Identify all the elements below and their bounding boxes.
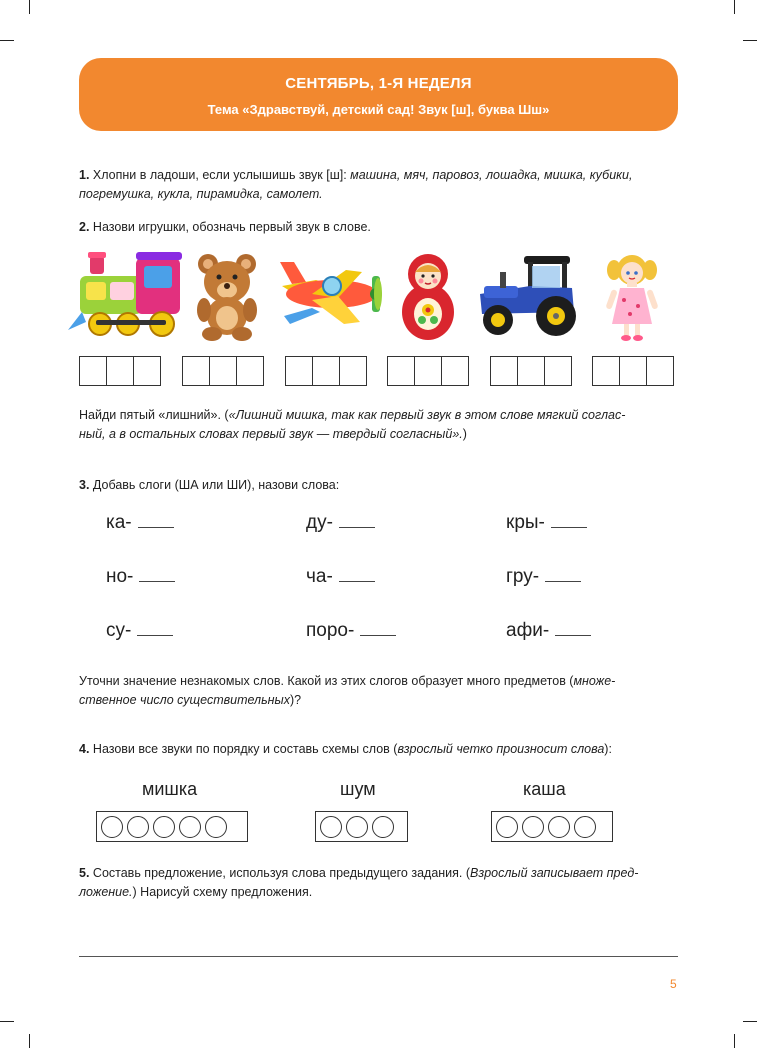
- task-text: Назови игрушки, обозначь первый звук в слове.: [89, 220, 371, 234]
- scheme-word: каша: [523, 779, 566, 799]
- page-header: [79, 58, 678, 131]
- crop-mark: [734, 1034, 735, 1048]
- task-words: погремушка, кукла, пирамидка, самолет.: [79, 187, 323, 201]
- teddy-bear-icon: [192, 250, 262, 342]
- syllable-item[interactable]: су-: [106, 620, 173, 642]
- crop-mark: [29, 1034, 30, 1048]
- syllable-item[interactable]: ка-: [106, 512, 174, 534]
- task-number: 2.: [79, 220, 90, 234]
- word-scheme[interactable]: [315, 811, 408, 842]
- sound-boxes[interactable]: [79, 356, 161, 386]
- matryoshka-icon: [400, 250, 456, 342]
- scheme-word: шум: [340, 779, 376, 799]
- train-icon: [66, 250, 186, 342]
- syllable-item[interactable]: ча-: [306, 566, 375, 588]
- task-number: 4.: [79, 742, 90, 756]
- task-text: Добавь слоги (ША или ШИ), назови слова:: [89, 478, 340, 492]
- syllable-item[interactable]: но-: [106, 566, 175, 588]
- page-number: 5: [670, 977, 677, 991]
- task-text: Составь предложение, используя слова предыдущего задания. (: [89, 866, 471, 880]
- sound-boxes[interactable]: [490, 356, 572, 386]
- task-1: [79, 166, 679, 204]
- sound-boxes[interactable]: [387, 356, 469, 386]
- task-number: 1.: [79, 168, 90, 182]
- doll-icon: [604, 250, 660, 342]
- task-3: [79, 476, 679, 495]
- task-4: 4. Назови все звуки по порядку и составь схемы слов (взрослый четко произносит слова):: [79, 742, 612, 756]
- footer-divider: [79, 956, 678, 957]
- task-2: [79, 218, 679, 237]
- syllable-item[interactable]: ду-: [306, 512, 375, 534]
- syllable-item[interactable]: гру-: [506, 566, 581, 588]
- crop-mark: [29, 0, 30, 14]
- crop-mark: [0, 1021, 14, 1022]
- task-text: Хлопни в ладоши, если услышишь звук [ш]:: [89, 168, 351, 182]
- sound-boxes[interactable]: [592, 356, 674, 386]
- crop-mark: [743, 1021, 757, 1022]
- airplane-icon: [276, 250, 390, 342]
- sound-boxes[interactable]: [182, 356, 264, 386]
- syllable-item[interactable]: кры-: [506, 512, 587, 534]
- tractor-icon: [474, 250, 584, 342]
- crop-mark: [734, 0, 735, 14]
- crop-mark: [743, 40, 757, 41]
- task-words: машина, мяч, паровоз, лошадка, мишка, кубики,: [350, 168, 633, 182]
- task-2-extra: Найди пятый «лишний». («Лишний мишка, так как первый звук в этом слове мягкий соглас- ный, а в остальных словах первый звук — твердый согласный».): [79, 408, 626, 441]
- header-subtitle: Тема «Здравствуй, детский сад! Звук [ш], буква Шш»: [207, 102, 550, 117]
- crop-mark: [0, 40, 14, 41]
- task-3-note: Уточни значение незнакомых слов. Какой из этих слогов образует много предметов (множе- ственное число существительных)?: [79, 674, 616, 707]
- word-scheme[interactable]: [96, 811, 248, 842]
- word-scheme[interactable]: [491, 811, 613, 842]
- sound-boxes[interactable]: [285, 356, 367, 386]
- syllable-item[interactable]: поро-: [306, 620, 396, 642]
- syllable-item[interactable]: афи-: [506, 620, 591, 642]
- header-title: СЕНТЯБРЬ, 1-Я НЕДЕЛЯ: [285, 75, 472, 92]
- scheme-word: мишка: [142, 779, 198, 799]
- task-text: Назови все звуки по порядку и составь схемы слов (: [89, 742, 398, 756]
- task-5: 5. Составь предложение, используя слова предыдущего задания. (Взрослый записывает пред- ложение.) Нарисуй схему предложения.: [79, 866, 639, 899]
- task-number: 5.: [79, 866, 90, 880]
- task-number: 3.: [79, 478, 90, 492]
